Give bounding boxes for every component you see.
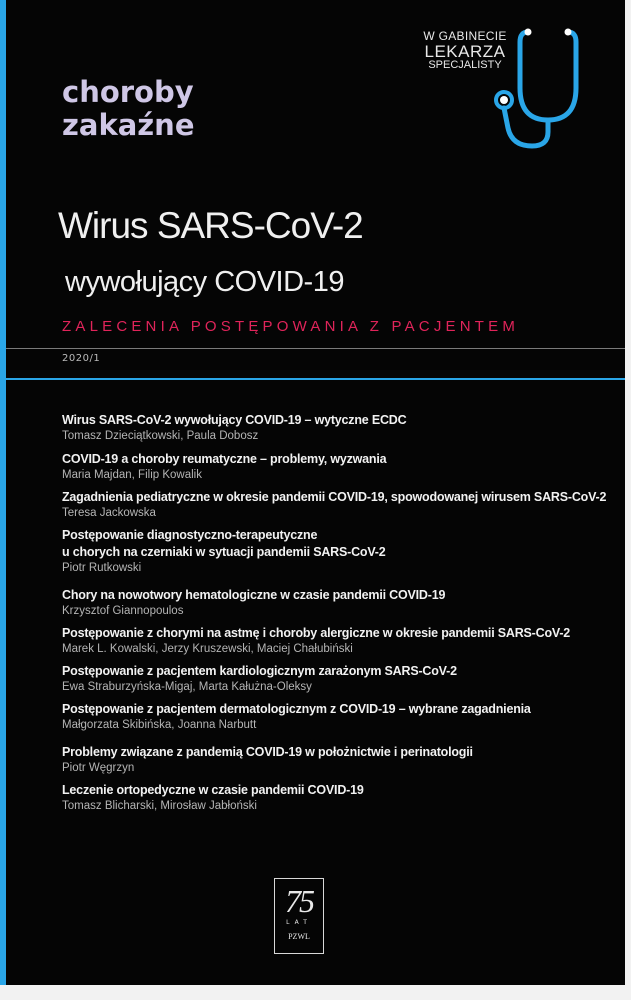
series-line-2: zakaźne: [62, 108, 195, 142]
toc-item: [62, 625, 622, 657]
toc-item-authors: Małgorzata Skibińska, Joanna Narbutt: [62, 719, 257, 731]
badge-line-1: W GABINECIE: [423, 29, 507, 43]
toc-item: [62, 782, 622, 814]
toc-item-authors: Ewa Straburzyńska-Migaj, Marta Kałużna-Oleksy: [62, 681, 312, 693]
blue-spine-edge: [0, 0, 6, 985]
toc-item-title: COVID-19 a choroby reumatyczne – problemy, wyzwania: [62, 452, 387, 466]
toc-item: [62, 663, 622, 695]
toc-item-title-line-2: u chorych na czerniaki w sytuacji pandemii SARS-CoV-2: [62, 545, 386, 559]
toc-item: [62, 744, 622, 776]
toc-item-authors: Krzysztof Giannopoulos: [62, 605, 184, 617]
toc-item: [62, 527, 622, 576]
toc-item: [62, 412, 622, 444]
series-line-1: choroby: [62, 75, 194, 109]
toc-item-authors: Teresa Jackowska: [62, 507, 156, 519]
anniversary-number: 75: [285, 883, 313, 919]
toc-item-authors: Tomasz Blicharski, Mirosław Jabłoński: [62, 800, 257, 812]
book-tagline: ZALECENIA POSTĘPOWANIA Z PACJENTEM: [62, 318, 520, 335]
toc-item-authors: Maria Majdan, Filip Kowalik: [62, 469, 202, 481]
publisher-name: PZWL: [288, 932, 310, 941]
issue-number: 2020/1: [62, 353, 101, 364]
stethoscope-icon: [466, 28, 596, 153]
badge-line-2: LEKARZA: [424, 41, 506, 61]
blue-divider: [6, 378, 625, 380]
book-title: Wirus SARS-CoV-2: [58, 205, 363, 246]
toc-item-title: Zagadnienia pediatryczne w okresie pandemii COVID-19, spowodowanej wirusem SARS-CoV-2: [62, 490, 607, 504]
toc-item-title: Postępowanie z pacjentem kardiologicznym zarażonym SARS-CoV-2: [62, 664, 457, 678]
toc-item: [62, 489, 622, 521]
toc-item-title: Postępowanie diagnostyczno-terapeutyczne: [62, 528, 318, 542]
toc-item-title: Wirus SARS-CoV-2 wywołujący COVID-19 – wytyczne ECDC: [62, 413, 407, 427]
series-badge: [420, 28, 620, 158]
toc-item-title: Postępowanie z chorymi na astmę i choroby alergiczne w okresie pandemii SARS-CoV-2: [62, 626, 571, 640]
publisher-logo: [274, 878, 324, 954]
toc-item-authors: Marek L. Kowalski, Jerzy Kruszewski, Maciej Chałubiński: [62, 643, 353, 655]
toc-item: [62, 587, 622, 619]
toc-item-authors: Piotr Rutkowski: [62, 562, 142, 574]
grey-divider: [6, 348, 625, 349]
series-title: [62, 76, 195, 142]
anniversary-lat: LAT: [286, 919, 312, 926]
toc-item: [62, 451, 622, 483]
toc-item-title: Problemy związane z pandemią COVID-19 w położnictwie i perinatologii: [62, 745, 473, 759]
toc-item-title: Leczenie ortopedyczne w czasie pandemii COVID-19: [62, 783, 364, 797]
badge-line-3: SPECJALISTY: [428, 59, 502, 72]
toc-item-authors: Piotr Węgrzyn: [62, 762, 135, 774]
toc-item-title: Postępowanie z pacjentem dermatologicznym z COVID-19 – wybrane zagadnienia: [62, 702, 531, 716]
toc-item: [62, 701, 622, 733]
toc-item-title: Chory na nowotwory hematologiczne w czasie pandemii COVID-19: [62, 588, 446, 602]
book-subtitle: wywołujący COVID-19: [65, 266, 344, 298]
toc-item-authors: Tomasz Dzieciątkowski, Paula Dobosz: [62, 430, 259, 442]
